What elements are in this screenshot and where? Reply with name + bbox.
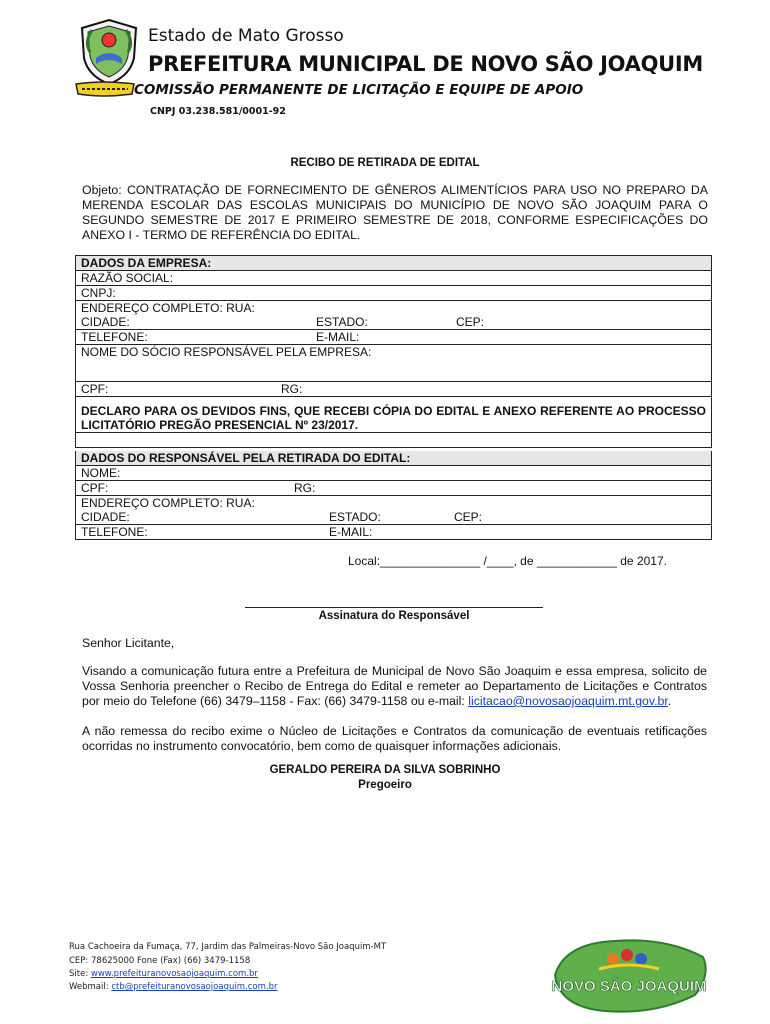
signer-name: GERALDO PEREIRA DA SILVA SOBRINHO	[269, 764, 501, 776]
resp-cep-field[interactable]: CEP:	[454, 510, 483, 524]
paragraph1-end: .	[667, 694, 672, 708]
telefone-row	[76, 330, 712, 345]
municipality-logo-icon	[545, 935, 713, 1017]
razao-social-field[interactable]: RAZÃO SOCIAL:	[76, 271, 712, 286]
footer-logo-text: NOVO SÃO JOAQUIM	[551, 978, 707, 995]
footer-address: Rua Cachoeira da Fumaça, 77, Jardim das Palmeiras-Novo São Joaquim-MT	[69, 942, 387, 952]
local-date-line: Local:_______________ /____, de ____________ de 2017.	[348, 554, 667, 568]
document-title: RECIBO DE RETIRADA DE EDITAL	[290, 157, 480, 169]
cpf-field[interactable]: CPF:	[81, 382, 109, 396]
paragraph1-text: Visando a comunicação futura entre a Prefeitura de Municipal de Novo São Joaquim e essa empresa, solicito de Vossa Senhoria preencher o Recibo de Entrega do Edital e remeter ao Departamento de Licitações e Contratos por meio do Telefone (66) 3479–1158 - Fax: (66) 3479-1158 ou e-mail:	[82, 664, 707, 708]
empty-row	[76, 433, 712, 448]
resp-telefone-row	[76, 525, 712, 540]
estado-field[interactable]: ESTADO:	[316, 315, 368, 329]
socio-field[interactable]: NOME DO SÓCIO RESPONSÁVEL PELA EMPRESA:	[76, 345, 712, 382]
resp-email-field[interactable]: E-MAIL:	[329, 525, 373, 539]
resp-cpf-rg-row	[76, 481, 712, 496]
empresa-header: DADOS DA EMPRESA:	[76, 256, 712, 271]
footer-cep-fone: CEP: 78625000 Fone (Fax) (66) 3479-1158	[69, 956, 251, 966]
resp-rg-field[interactable]: RG:	[294, 481, 316, 495]
prefeitura-title: PREFEITURA MUNICIPAL DE NOVO SÃO JOAQUIM	[148, 52, 704, 76]
footer-webmail-label: Webmail:	[69, 982, 112, 992]
salutation: Senhor Licitante,	[82, 636, 175, 650]
info-paragraph-1	[82, 664, 707, 709]
state-name: Estado de Mato Grosso	[148, 26, 344, 46]
cep-field[interactable]: CEP:	[456, 315, 485, 329]
resp-cidade-field[interactable]: CIDADE:	[81, 510, 130, 524]
endereco-field[interactable]: ENDEREÇO COMPLETO: RUA:	[76, 301, 712, 316]
footer-site	[69, 969, 258, 979]
telefone-field[interactable]: TELEFONE:	[81, 330, 148, 344]
signer-role: Pregoeiro	[358, 779, 412, 791]
empresa-form-table	[75, 255, 712, 448]
responsavel-header: DADOS DO RESPONSÁVEL PELA RETIRADA DO EDITAL:	[76, 451, 712, 466]
footer-site-label: Site:	[69, 969, 91, 979]
comissao-subtitle: COMISSÃO PERMANENTE DE LICITAÇÃO E EQUIPE DE APOIO	[134, 82, 584, 98]
footer-site-link[interactable]: www.prefeituranovosaojoaquim.com.br	[90, 969, 258, 979]
objeto-paragraph: Objeto: CONTRATAÇÃO DE FORNECIMENTO DE GÊNEROS ALIMENTÍCIOS PARA USO NO PREPARO DA MERENDA ESCOLAR DAS ESCOLAS MUNICIPAIS DO MUNICÍPIO DE NOVO SÃO JOAQUIM PARA O SEGUNDO SEMESTRE DE 2017 E PRIMEIRO SEMESTRE DE 2018, CONFORME ESPECIFICAÇÕES DO ANEXO I - TERMO DE REFERÊNCIA DO EDITAL.	[82, 183, 708, 242]
resp-endereco-field[interactable]: ENDEREÇO COMPLETO: RUA:	[76, 496, 712, 511]
responsavel-form-table	[75, 451, 712, 540]
cnpj-field[interactable]: CNPJ:	[76, 286, 712, 301]
footer-webmail-link[interactable]: ctb@prefeituranovosaojoaquim.com.br	[111, 982, 278, 992]
cnpj-line: CNPJ 03.238.581/0001-92	[150, 106, 286, 117]
cidade-row	[76, 315, 712, 330]
cidade-field[interactable]: CIDADE:	[81, 315, 130, 329]
rg-field[interactable]: RG:	[281, 382, 303, 396]
signature-label: Assinatura do Responsável	[318, 610, 470, 622]
email-field[interactable]: E-MAIL:	[316, 330, 360, 344]
resp-estado-field[interactable]: ESTADO:	[329, 510, 381, 524]
licitacao-email-link[interactable]: licitacao@novosaojoaquim.mt.gov.br	[468, 694, 668, 708]
coat-of-arms-icon	[78, 18, 140, 86]
signature-line	[245, 607, 543, 608]
resp-telefone-field[interactable]: TELEFONE:	[81, 525, 148, 539]
resp-nome-field[interactable]: NOME:	[76, 466, 712, 481]
footer-webmail	[69, 982, 277, 992]
resp-cidade-row	[76, 510, 712, 525]
declaracao-text: DECLARO PARA OS DEVIDOS FINS, QUE RECEBI CÓPIA DO EDITAL E ANEXO REFERENTE AO PROCESSO LICITATÓRIO PREGÃO PRESENCIAL Nº 23/2017.	[76, 397, 712, 433]
info-paragraph-2: A não remessa do recibo exime o Núcleo de Licitações e Contratos da comunicação de eventuais retificações ocorridas no instrumento convocatório, bem como de quaisquer informações adicionais.	[82, 724, 707, 753]
ribbon-stamp-icon	[74, 80, 136, 98]
resp-cpf-field[interactable]: CPF:	[81, 481, 109, 495]
cpf-rg-row	[76, 382, 712, 397]
